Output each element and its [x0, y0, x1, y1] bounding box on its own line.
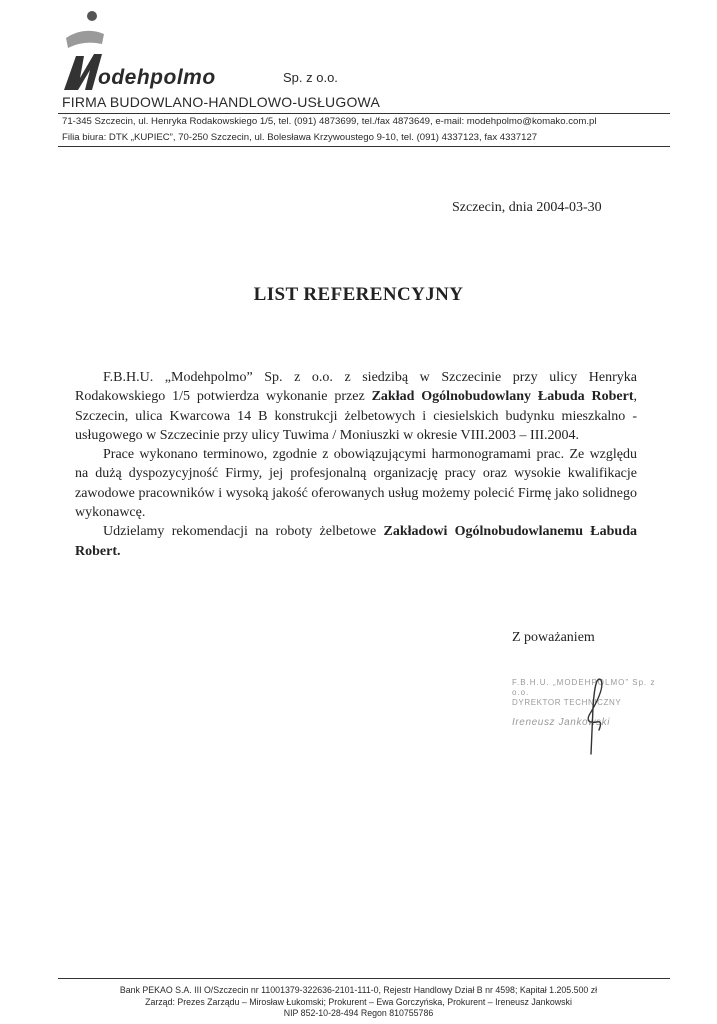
recommended-contractor: Zakładowi Ogólnobudowlanemu Łabuda Robert. [75, 524, 637, 559]
contractor-name: Zakład Ogólnobudowlany Łabuda Robert [371, 389, 634, 405]
paragraph-3: Udzielamy rekomendacji na roboty żelbetowe Zakładowi Ogólnobudowlanemu Łabuda Robert. [75, 524, 637, 559]
header-divider [58, 113, 670, 114]
company-legal-form: Sp. z o.o. [283, 70, 338, 85]
company-type: FIRMA BUDOWLANO-HANDLOWO-USŁUGOWA [62, 94, 380, 110]
header-divider-bottom [58, 146, 670, 147]
paragraph-1: F.B.H.U. „Modehpolmo” Sp. z o.o. z siedzibą w Szczecinie przy ulicy Henryka Rodakowskiego 1/5 potwierdza wykonanie przez Zakład Ogólnobudowlany Łabuda Robert, Szczecin, ulica Kwarcowa 14 B konstrukcji żelbetowych i ciesielskich budynku mieszkalno - usługowego w Szczecinie przy ulicy Tuwima / Moniuszki w okresie VIII.2003 – III.2004. [75, 370, 637, 443]
footer [0, 985, 717, 1020]
footer-tax-ids: NIP 852-10-28-494 Regon 810755786 [283, 1008, 434, 1018]
footer-bank-info: Bank PEKAO S.A. III O/Szczecin nr 11001379-322636-2101-111-0, Rejestr Handlowy Dział B nr 4598; Kapitał 1.205.500 zł [119, 985, 598, 995]
stamp-company-name: F.B.H.U. „MODEHPOLMO” Sp. z o.o. [512, 678, 656, 697]
stamp-person-name: Ireneusz Jankowski [512, 717, 611, 728]
document-title: LIST REFERENCYJNY [253, 284, 464, 305]
closing-salutation: Z poważaniem [512, 630, 595, 645]
place-and-date: Szczecin, dnia 2004-03-30 [452, 200, 602, 215]
branch-office-address: Filia biura: DTK „KUPIEC”, 70-250 Szczecin, ul. Bolesława Krzywoustego 9-10, tel. (091) 4337123, fax 4337127 [62, 132, 538, 143]
handwritten-signature [553, 668, 633, 758]
footer-management: Zarząd: Prezes Zarządu – Mirosław Łukomski; Prokurent – Ewa Gorczyńska, Prokurent – Ireneusz Jankowski [145, 996, 572, 1007]
company-address: 71-345 Szczecin, ul. Henryka Rodakowskiego 1/5, tel. (091) 4873699, tel./fax 4873649, e-mail: modehpolmo@komako.com.pl [62, 116, 597, 127]
footer-divider [58, 978, 670, 979]
company-brand-name: odehpolmo [98, 66, 216, 89]
stamp-position: DYREKTOR TECHNICZNY [512, 698, 622, 707]
letter-body [75, 368, 637, 561]
paragraph-2: Prace wykonano terminowo, zgodnie z obowiązującymi harmonogramami prac. Ze względu na dużą dyspozycyjność Firmy, jej profesjonalną organizację pracy oraz wysokie kwalifikacje zawodowe pracowników i wysoką jakość oferowanych usług możemy polecić Firmę jako solidnego wykonawcę. [75, 447, 637, 521]
